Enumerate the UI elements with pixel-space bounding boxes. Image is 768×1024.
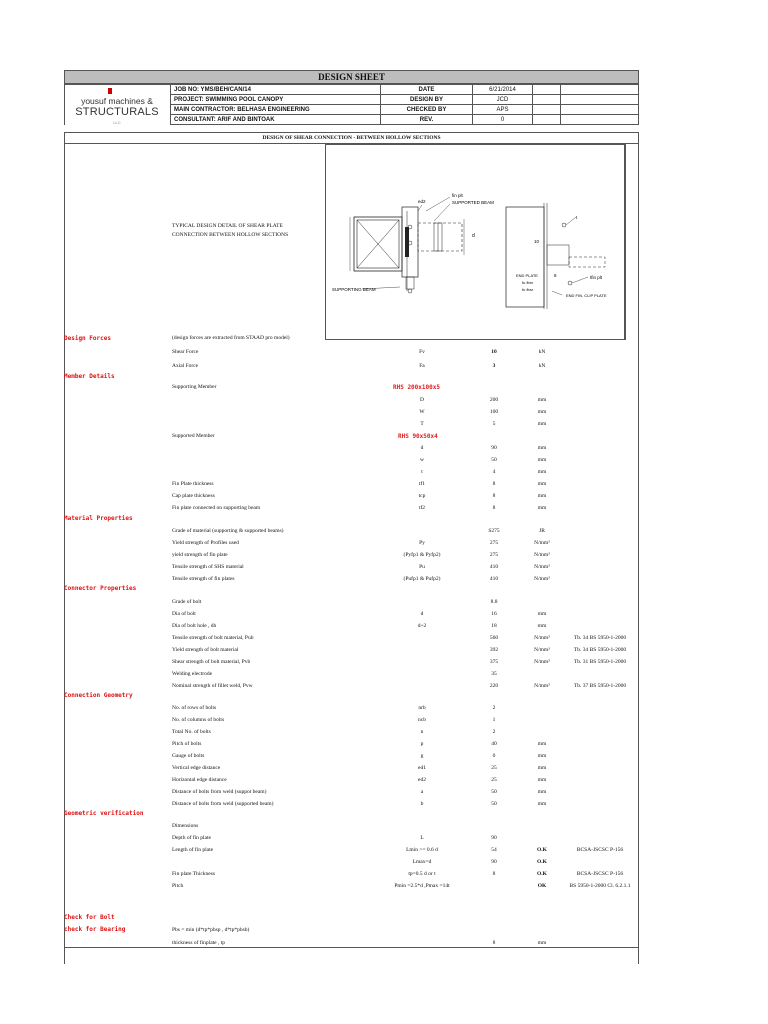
row-value: 40 [491, 741, 497, 747]
checked-by-value: APS [473, 105, 533, 115]
row-value: 18 [491, 623, 497, 629]
rhs-supporting-label: RHS 200x100x5 [393, 384, 440, 391]
row-symbol: Py [419, 540, 425, 546]
row-unit: mm [537, 789, 547, 795]
row-desc: Axial Force [172, 363, 199, 369]
row-symbol: Fv [419, 349, 425, 355]
consultant: CONSULTANT: ARIF AND BINTOAK [171, 115, 381, 125]
bottom-line [64, 947, 639, 948]
row-unit: JR [539, 528, 545, 534]
row-unit: mm [537, 765, 547, 771]
row-value: 90 [491, 445, 497, 451]
section-connection-geometry: Connection Geometry [64, 692, 133, 699]
label-fu-fbrz: fu fbrz [522, 287, 534, 292]
logo-line1: yousuf machines & [81, 96, 153, 106]
row-value: 35 [491, 671, 497, 677]
row-unit: mm [537, 753, 547, 759]
row-reference: Tb. 31 BS 5950-1-2000 [573, 659, 627, 665]
row-symbol: D [420, 397, 424, 403]
row-value: 8 [492, 493, 496, 499]
row-symbol: b [420, 801, 424, 807]
row-symbol: tp=0.5 d or t [408, 871, 436, 877]
logo-line3: LLC [113, 120, 121, 125]
row-unit: N/mm² [534, 552, 550, 558]
row-desc: Horizontal edge distance [172, 777, 227, 783]
row-value: 8 [492, 505, 496, 511]
row-desc: (design forces are extracted from STAAD pro model) [172, 335, 290, 341]
row-value: 4 [492, 469, 496, 475]
row-desc: Dia of bolt [172, 611, 196, 617]
row-symbol: Pmin =2.5*d ,Pmax =14t [394, 883, 450, 889]
row-value: 10 [491, 349, 497, 355]
row-unit: mm [537, 801, 547, 807]
row-value: 25 [491, 765, 497, 771]
row-desc: Tensile strength of fin plates [172, 576, 235, 582]
row-value: 375 [489, 659, 499, 665]
row-desc: Yield strength of bolt material [172, 647, 239, 653]
row-value: 3 [492, 363, 496, 369]
design-by-label: DESIGN BY [381, 95, 473, 105]
date-label: DATE [381, 85, 473, 95]
label-t: t [576, 215, 578, 220]
row-symbol: d [420, 445, 424, 451]
label-10: 10 [534, 239, 540, 244]
label-end-fin-plate: END FIN. CLIP PLATE [566, 293, 607, 298]
row-desc: No. of columns of bolts [172, 717, 225, 723]
row-desc: Distance of bolts from weld (suppot beam) [172, 789, 267, 795]
row-unit: O.K [537, 847, 547, 853]
row-reference: Tb. 34 BS 5950-1-2000 [573, 635, 627, 641]
row-unit: mm [537, 445, 547, 451]
row-symbol: tf1 [418, 481, 426, 487]
label-8: 8 [554, 273, 557, 278]
row-unit: mm [537, 741, 547, 747]
row-value: S275 [488, 528, 500, 534]
label-ed2: ed2 [418, 199, 426, 204]
row-unit: mm [537, 940, 547, 946]
row-unit: N/mm² [534, 683, 550, 689]
row-desc: Dimensions [172, 823, 199, 829]
label-d: d [472, 233, 475, 239]
row-desc: Distance of bolts from weld (supported beam) [172, 801, 274, 807]
row-symbol: ed2 [418, 777, 426, 783]
section-check-bolt: Check for Bolt [64, 914, 115, 921]
row-value: 2 [492, 729, 496, 735]
design-by-value: JCD [473, 95, 533, 105]
row-value: 0 [492, 753, 496, 759]
row-symbol: a [420, 789, 424, 795]
row-value: 25 [491, 777, 497, 783]
row-unit: mm [537, 409, 547, 415]
row-value: 560 [489, 635, 499, 641]
row-symbol: (Pyfp1 & Pyfp2) [403, 552, 441, 558]
diagram-box [325, 144, 625, 340]
row-symbol: L [420, 835, 424, 841]
row-symbol: ed1 [418, 765, 426, 771]
row-desc: thickness of finplate , tp [172, 940, 226, 946]
row-reference: Tb. 34 BS 5950-1-2000 [573, 647, 627, 653]
row-desc: Dia of bolt hole , dh [172, 623, 217, 629]
row-symbol: n [420, 729, 424, 735]
row-desc: Tensile strength of bolt material, Pub [172, 635, 254, 641]
row-desc: Supported Member [172, 433, 215, 439]
section-check-bearing: check for Bearing [64, 926, 126, 933]
intro-line1: TYPICAL DESIGN DETAIL OF SHEAR PLATE [172, 223, 283, 229]
project: PROJECT: SWIMMING POOL CANOPY [171, 95, 381, 105]
row-desc: Cap plate thickness [172, 493, 215, 499]
row-unit: mm [537, 623, 547, 629]
row-reference: BCSA-JSCSC P-156 [576, 847, 624, 853]
main-contractor: MAIN CONTRACTOR: BELHASA ENGINEERING [171, 105, 381, 115]
row-value: 392 [489, 647, 499, 653]
row-value: 5 [492, 421, 496, 427]
row-value: 410 [489, 576, 499, 582]
row-symbol: tf2 [418, 505, 426, 511]
row-unit: N/mm² [534, 659, 550, 665]
row-reference: BCSA-JSCSC P-156 [576, 871, 624, 877]
row-desc: Fin plate connected on supporting beam [172, 505, 261, 511]
row-desc: Grade of bolt [172, 599, 202, 605]
label-supported-beam: SUPPORTED BEAM [452, 200, 494, 205]
rev-label: REV. [381, 115, 473, 125]
row-value: 200 [489, 397, 499, 403]
row-desc: Gauge of bolts [172, 753, 205, 759]
row-unit: mm [537, 777, 547, 783]
section-geometric-verification: Geometric verification [64, 810, 144, 817]
row-unit: mm [537, 493, 547, 499]
row-value: 410 [489, 564, 499, 570]
row-desc: Tensile strength of SHS material [172, 564, 244, 570]
row-symbol: d [420, 611, 424, 617]
row-desc: Pitch [172, 883, 184, 889]
row-symbol: Pu [419, 564, 425, 570]
row-value: 50 [491, 801, 497, 807]
row-value: 100 [489, 409, 499, 415]
row-desc: Shear Force [172, 349, 199, 355]
row-unit: mm [537, 397, 547, 403]
rev-value: 0 [473, 115, 533, 125]
row-symbol: t [421, 469, 423, 475]
row-value: 50 [491, 457, 497, 463]
row-value: 50 [491, 789, 497, 795]
row-desc: No. of rows of bolts [172, 705, 217, 711]
checked-by-label: CHECKED BY [381, 105, 473, 115]
label-end-plate: END PLATE [516, 273, 538, 278]
row-symbol: T [420, 421, 424, 427]
row-desc: Yield strength of Profiles used [172, 540, 239, 546]
row-desc: Depth of fin plate [172, 835, 211, 841]
label-supporting-beam: SUPPORTING BEAM [332, 287, 376, 292]
row-desc: Nominal strength of fillet weld, Pvw [172, 683, 253, 689]
date-value: 6/21/2014 [473, 85, 533, 95]
row-value: 54 [491, 847, 497, 853]
row-symbol: W [419, 409, 425, 415]
row-desc: Fin Plate thickness [172, 481, 214, 487]
row-value: 8 [492, 481, 496, 487]
row-unit: mm [537, 481, 547, 487]
row-value: 8 [492, 940, 496, 946]
row-desc: Length of fin plate [172, 847, 214, 853]
section-subtitle: DESIGN OF SHEAR CONNECTION - BETWEEN HOLLOW SECTIONS [64, 132, 639, 144]
label-fin-plate: fin plt [452, 193, 463, 198]
row-desc: Supporting Member [172, 384, 217, 390]
row-value: 2 [492, 705, 496, 711]
row-desc: Shear strength of bolt material, Pvb [172, 659, 251, 665]
row-symbol: Fa [419, 363, 425, 369]
row-desc: Welding electrode [172, 671, 213, 677]
row-unit: mm [537, 505, 547, 511]
row-unit: mm [537, 421, 547, 427]
row-desc: yield strength of fin plate [172, 552, 228, 558]
row-desc: Grade of material (supporting & supported beams) [172, 528, 284, 534]
row-value: 90 [491, 859, 497, 865]
row-symbol: g [420, 753, 424, 759]
section-design-forces: Design Forces [64, 335, 111, 342]
row-value: 1 [492, 717, 496, 723]
row-value: 275 [489, 552, 499, 558]
label-fu-fbrx: fu fbrx [522, 280, 534, 285]
row-value: 90 [491, 835, 497, 841]
row-unit: N/mm² [534, 564, 550, 570]
row-unit: N/mm² [534, 576, 550, 582]
row-unit: O.K [537, 859, 547, 865]
row-unit: N/mm² [534, 635, 550, 641]
logo-line2: STRUCTURALS [75, 106, 159, 118]
job-no: JOB NO: YMS/BEH/CAN/14 [171, 85, 381, 95]
row-symbol: Lmin >= 0.6 d [406, 847, 438, 853]
row-symbol: w [420, 457, 424, 463]
row-symbol: Lmax=d [412, 859, 432, 865]
section-connector-properties: Connector Properties [64, 585, 137, 592]
rhs-supported-label: RHS 90x50x4 [398, 433, 438, 440]
row-unit: OK [537, 883, 547, 889]
row-value: 275 [489, 540, 499, 546]
row-unit: N/mm² [534, 540, 550, 546]
connection-detail-drawing [326, 145, 626, 341]
row-reference: BS 5950-1-2000 Cl. 6.2.1.1 [569, 883, 631, 889]
row-desc: Total No. of bolts [172, 729, 211, 735]
row-value: 8 [492, 871, 496, 877]
intro-line2: CONNECTION BETWEEN HOLLOW SECTIONS [172, 232, 289, 238]
row-unit: mm [537, 611, 547, 617]
row-desc: Fin plate Thickness [172, 871, 215, 877]
row-unit: N/mm² [534, 647, 550, 653]
row-reference: Tb. 37 BS 5950-1-2000 [573, 683, 627, 689]
row-unit: kN [538, 349, 546, 355]
row-desc: Vertical edge distance [172, 765, 221, 771]
section-material-properties: Material Properties [64, 515, 133, 522]
row-desc: Pbs = min (d*tp*pbsp , d*tp*pbsb) [172, 927, 250, 933]
row-symbol: tcp [418, 493, 426, 499]
row-value: 16 [491, 611, 497, 617]
sheet-title: DESIGN SHEET [64, 70, 639, 84]
company-logo [64, 84, 170, 131]
label-tfin-plate: tfin plt [590, 275, 603, 280]
row-desc: Pitch of bolts [172, 741, 202, 747]
row-unit: mm [537, 469, 547, 475]
row-unit: O.K [537, 871, 547, 877]
logo-mark [108, 88, 112, 94]
row-symbol: ncb [418, 717, 426, 723]
row-unit: mm [537, 457, 547, 463]
section-member-details: Member Details [64, 373, 115, 380]
row-value: 8.8 [490, 599, 498, 605]
row-symbol: p [420, 741, 424, 747]
row-symbol: (Pufp1 & Pufp2) [403, 576, 441, 582]
row-unit: kN [538, 363, 546, 369]
row-symbol: d+2 [417, 623, 427, 629]
row-symbol: nrb [418, 705, 426, 711]
row-value: 220 [489, 683, 499, 689]
